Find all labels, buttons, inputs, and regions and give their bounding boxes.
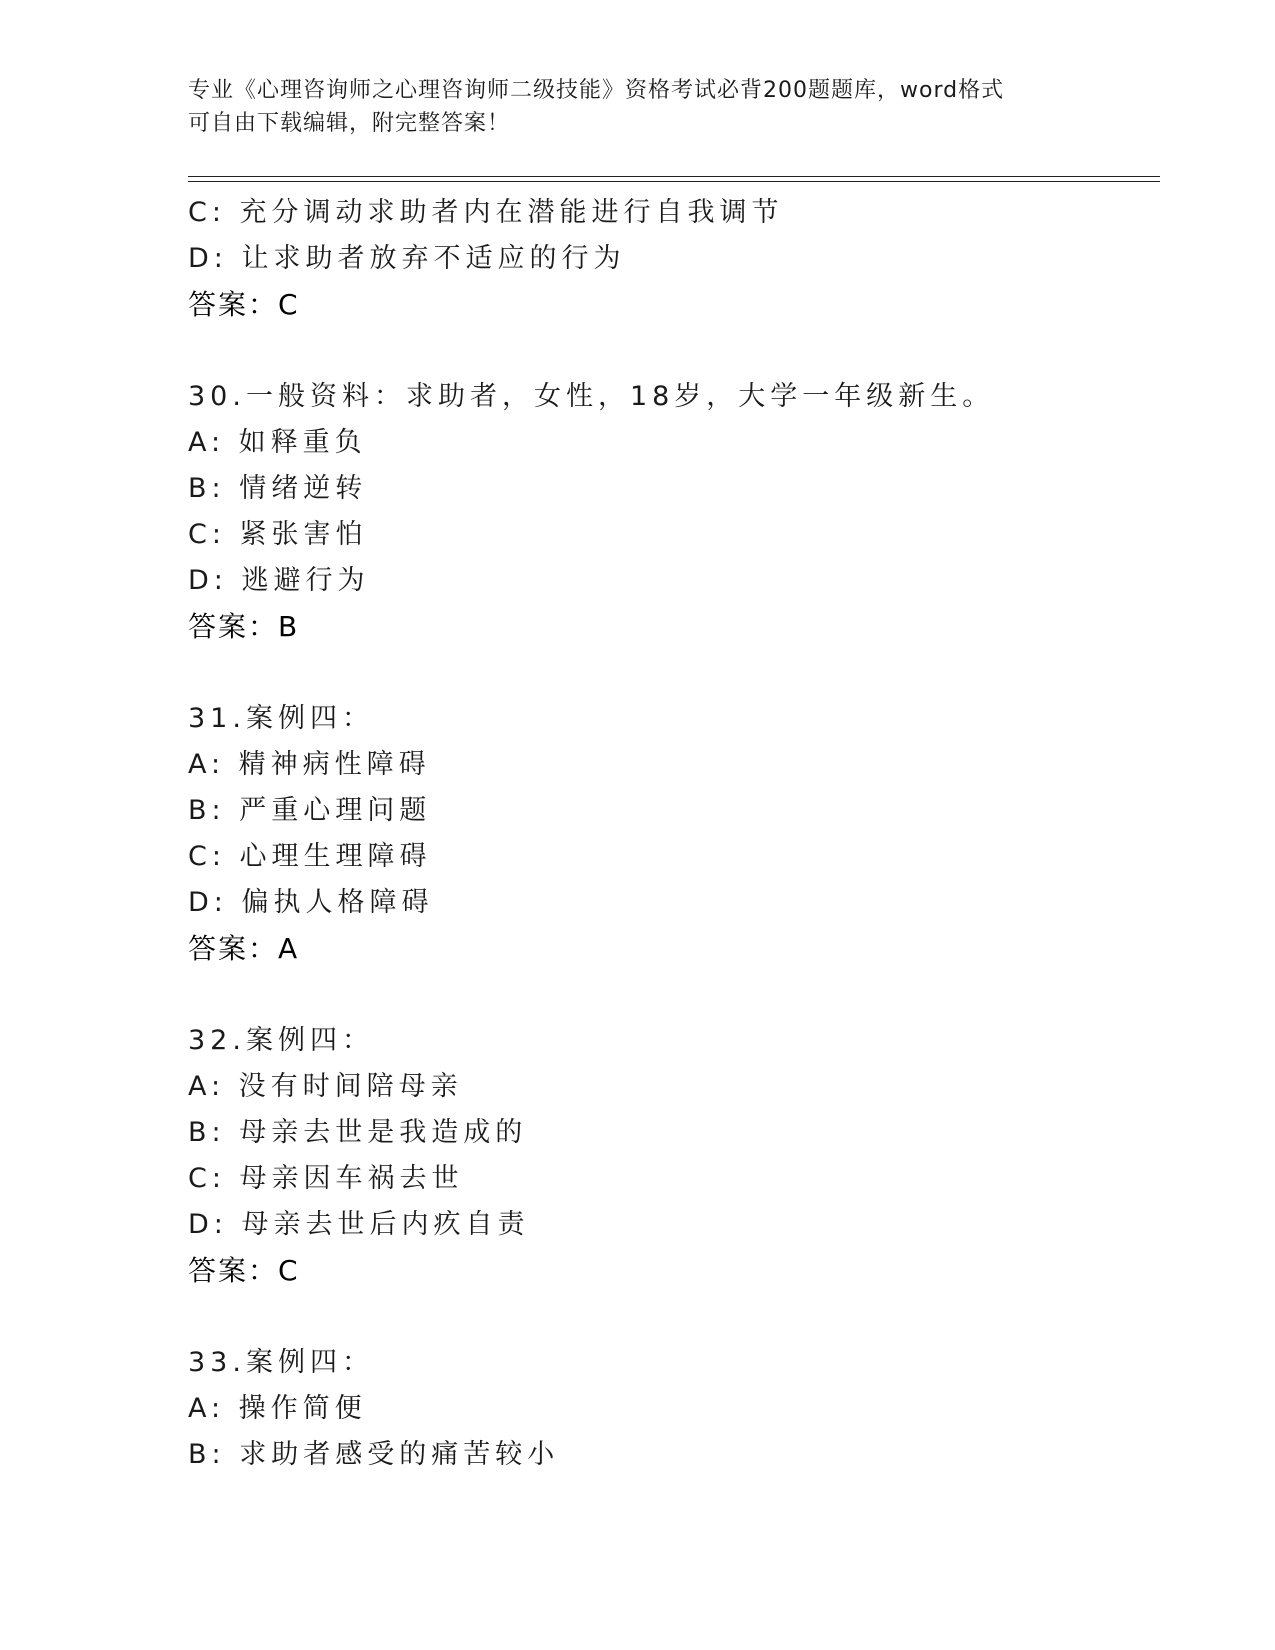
question-31-stem: 31.案例四：: [188, 703, 374, 734]
question-32-answer: 答案：C: [188, 1254, 300, 1287]
question-31-answer: 答案：A: [188, 932, 300, 965]
header-title-line-2: 可自由下载编辑，附完整答案！: [188, 111, 511, 136]
spacer: [188, 1294, 1148, 1340]
question-33-option-b: B: 求助者感受的痛苦较小: [188, 1439, 560, 1470]
question-31-option-b: B: 严重心理问题: [188, 795, 432, 826]
question-32-stem: 32.案例四：: [188, 1025, 374, 1056]
question-30-option-d: D: 逃避行为: [188, 565, 370, 596]
question-32-option-c: C: 母亲因车祸去世: [188, 1163, 464, 1194]
question-30-option-b: B: 情绪逆转: [188, 473, 368, 504]
option-d: D: 让求助者放弃不适应的行为: [188, 243, 626, 274]
spacer: [188, 328, 1148, 374]
spacer: [188, 650, 1148, 696]
question-32-option-a: A: 没有时间陪母亲: [188, 1071, 463, 1102]
question-30-option-a: A: 如释重负: [188, 427, 367, 458]
question-33-option-a: A: 操作简便: [188, 1393, 367, 1424]
question-30-answer: 答案：B: [188, 610, 300, 643]
header-divider-bottom: [188, 181, 1160, 182]
question-32-option-d: D: 母亲去世后内疚自责: [188, 1209, 530, 1240]
spacer: [188, 972, 1148, 1018]
document-header: [188, 74, 1088, 140]
question-30-option-c: C: 紧张害怕: [188, 519, 368, 550]
header-title-line-1: 专业《心理咨询师之心理咨询师二级技能》资格考试必背200题题库，word格式: [188, 78, 1005, 103]
header-divider-top: [188, 176, 1160, 177]
option-c: C: 充分调动求助者内在潜能进行自我调节: [188, 197, 784, 228]
question-31-option-c: C: 心理生理障碍: [188, 841, 432, 872]
answer-line: 答案：C: [188, 288, 300, 321]
question-33-stem: 33.案例四：: [188, 1347, 374, 1378]
question-30-stem: 30.一般资料：求助者，女性，18岁，大学一年级新生。: [188, 381, 995, 412]
question-list: [188, 190, 1148, 1478]
question-32-option-b: B: 母亲去世是我造成的: [188, 1117, 528, 1148]
question-31-option-a: A: 精神病性障碍: [188, 749, 431, 780]
question-31-option-d: D: 偏执人格障碍: [188, 887, 434, 918]
